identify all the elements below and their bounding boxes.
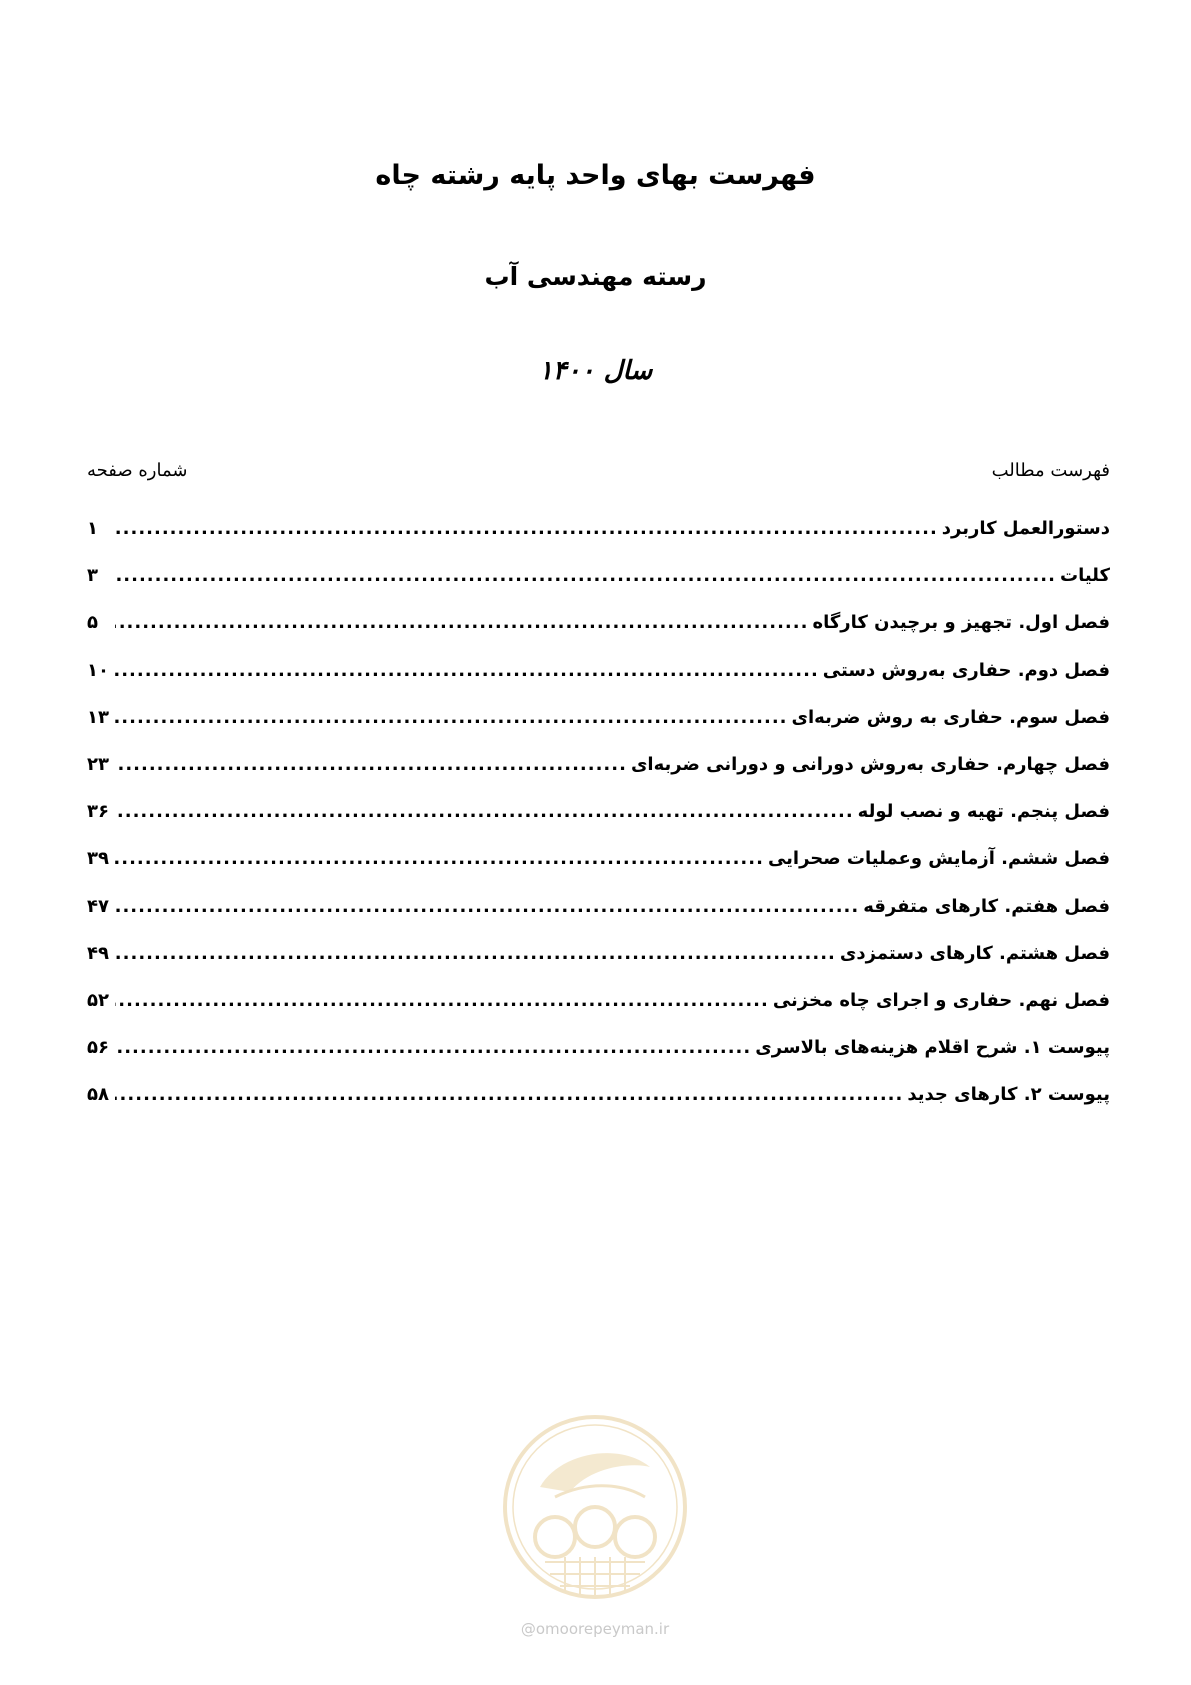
toc-row[interactable] [87, 612, 1110, 659]
toc-row[interactable] [87, 1084, 1110, 1131]
toc-leader-dots [115, 848, 764, 869]
omoore-peyman-logo-icon [500, 1412, 690, 1602]
toc-entry-label: فصل اول. تجهیز و برچیدن کارگاه [812, 612, 1110, 634]
toc-entry-label: فصل چهارم. حفاری به‌روش دورانی و دورانی ضربه‌ای [630, 753, 1110, 775]
toc-row[interactable] [87, 801, 1110, 848]
toc-row[interactable] [87, 848, 1110, 895]
toc-entry-page: ۴۹ [87, 942, 109, 964]
toc-leader-dots [115, 518, 938, 539]
document-title: فهرست بهای واحد پایه رشته چاه [375, 160, 816, 191]
toc-entry-page: ۴۷ [87, 895, 109, 917]
toc-row[interactable] [87, 518, 1110, 565]
toc-row[interactable] [87, 943, 1110, 990]
toc-entry-page: ۳۹ [87, 848, 109, 870]
toc-row[interactable] [87, 565, 1110, 612]
toc-leader-dots [115, 1037, 751, 1058]
toc-leader-dots [115, 707, 788, 728]
toc-leader-dots [115, 754, 627, 775]
table-of-contents [87, 518, 1110, 1131]
toc-entry-page: ۵۲ [87, 989, 109, 1011]
toc-header [87, 460, 1110, 490]
field-subtitle: رسته مهندسی آب [484, 262, 707, 291]
toc-contents-heading: فهرست مطالب [991, 460, 1110, 481]
toc-entry-page: ۱۳ [87, 706, 109, 728]
toc-entry-label: فصل هفتم. کارهای متفرقه [863, 895, 1110, 917]
toc-entry-page: ۲۳ [87, 753, 109, 775]
toc-entry-label: فصل پنجم. تهیه و نصب لوله [857, 801, 1110, 823]
toc-row[interactable] [87, 896, 1110, 943]
toc-entry-page: ۵۶ [87, 1037, 109, 1059]
toc-entry-page: ۱۰ [87, 659, 109, 681]
toc-row[interactable] [87, 990, 1110, 1037]
toc-entry-page: ۵ [87, 612, 98, 634]
toc-entry-page: ۳۶ [87, 801, 109, 823]
toc-entry-label: فصل دوم. حفاری به‌روش دستی [822, 659, 1110, 681]
toc-entry-label: پیوست ۱. شرح اقلام هزینه‌های بالاسری [755, 1037, 1110, 1059]
year-subtitle: سال ۱۴۰۰ [538, 356, 653, 386]
toc-entry-page: ۳ [87, 565, 98, 587]
toc-entry-page: ۵۸ [87, 1084, 109, 1106]
toc-leader-dots [115, 612, 808, 633]
toc-row[interactable] [87, 660, 1110, 707]
watermark-url: @omoorepeyman.ir [520, 1620, 670, 1638]
toc-page-number-heading: شماره صفحه [87, 460, 188, 481]
toc-row[interactable] [87, 1037, 1110, 1084]
toc-leader-dots [115, 990, 769, 1011]
toc-leader-dots [115, 943, 836, 964]
toc-leader-dots [115, 801, 854, 822]
toc-leader-dots [115, 660, 819, 681]
toc-entry-label: فصل نهم. حفاری و اجرای چاه مخزنی [772, 989, 1110, 1011]
toc-entry-label: فصل ششم. آزمایش وعملیات صحرایی [767, 848, 1110, 870]
toc-entry-label: دستورالعمل کاربرد [941, 518, 1110, 539]
toc-entry-label: پیوست ۲. کارهای جدید [907, 1084, 1110, 1106]
toc-entry-label: فصل سوم. حفاری به روش ضربه‌ای [791, 706, 1110, 728]
toc-leader-dots [115, 565, 1056, 586]
toc-row[interactable] [87, 707, 1110, 754]
toc-entry-label: فصل هشتم. کارهای دستمزدی [839, 942, 1110, 964]
toc-leader-dots [115, 1084, 903, 1105]
toc-leader-dots [115, 896, 859, 917]
toc-entry-label: کلیات [1059, 565, 1110, 587]
toc-entry-page: ۱ [87, 518, 98, 539]
toc-row[interactable] [87, 754, 1110, 801]
